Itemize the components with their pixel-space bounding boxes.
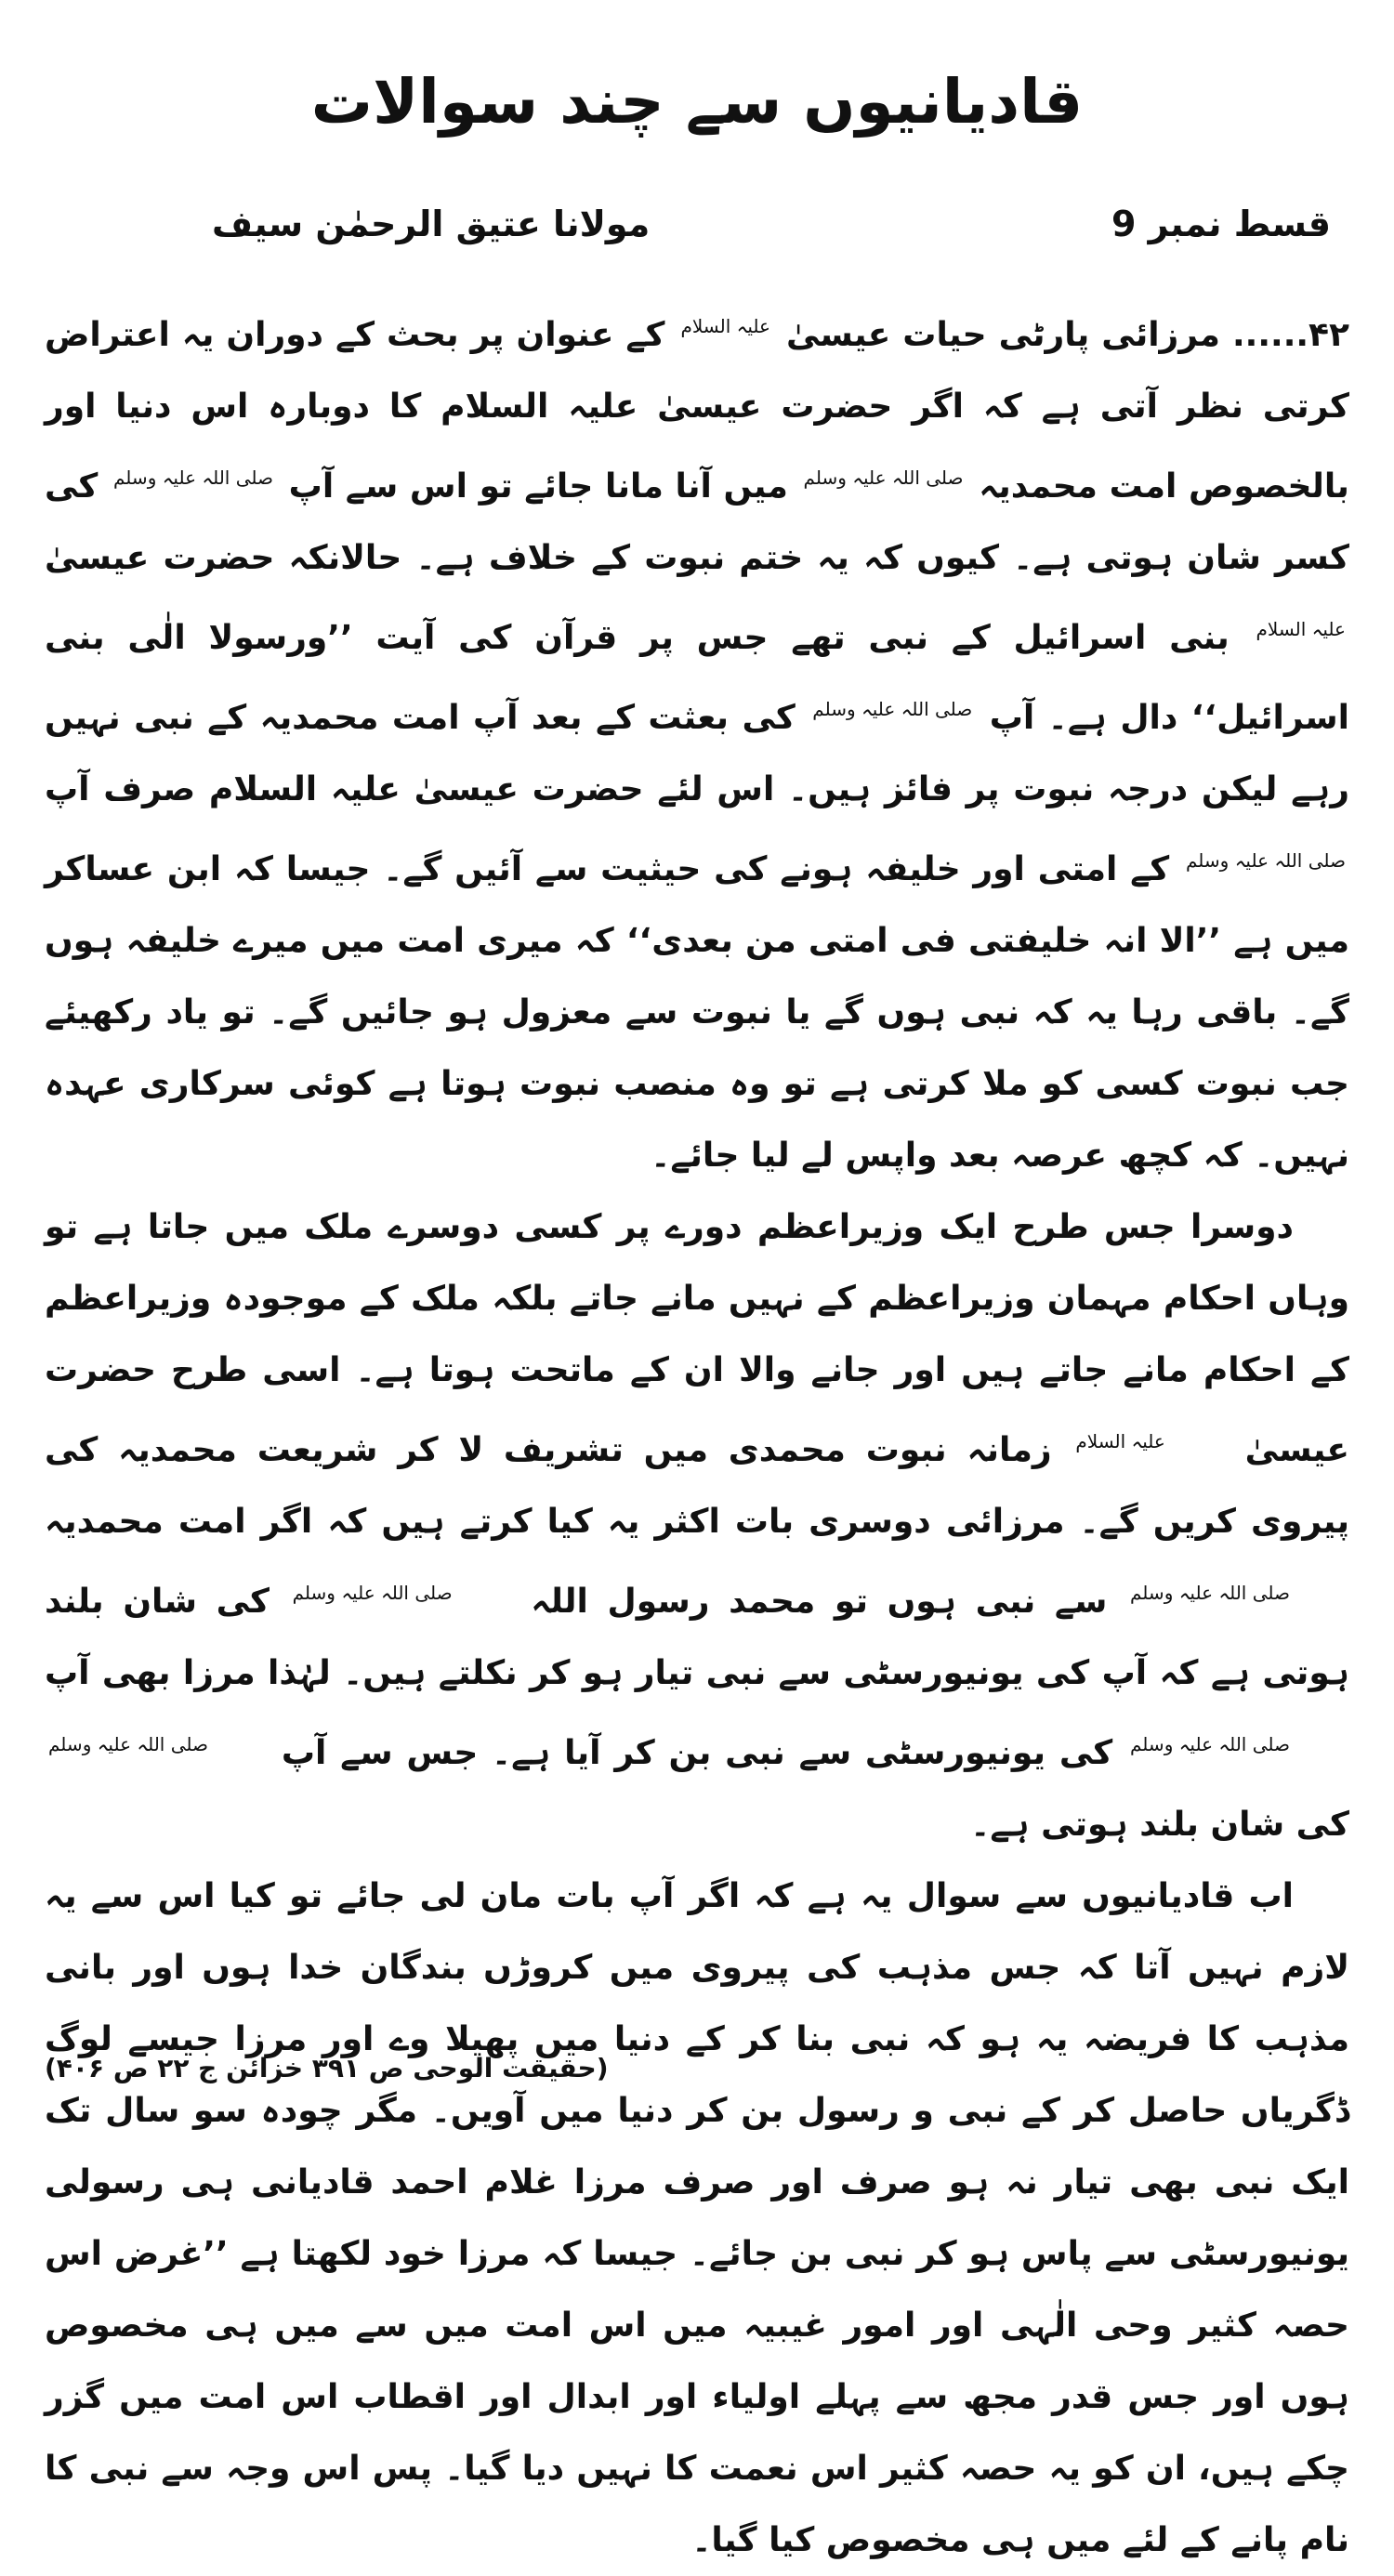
paragraph-42	[45, 291, 1349, 1191]
honorific-isa-mark: علیہ السلام	[1075, 1429, 1165, 1452]
honorific-nabi-mark: صلی اللہ علیہ وسلم	[1130, 1732, 1290, 1755]
honorific-isa-mark: علیہ السلام	[1256, 617, 1346, 640]
paragraph-second-point	[45, 1191, 1349, 1860]
paragraph-text: کی شان بلند ہوتی ہے کہ آپ کی یونیورسٹی سے نبی تیار ہو کر نکلتے ہیں۔ لہٰذا مرزا بھی آپ	[45, 1582, 1349, 1692]
paragraph-text: زمانہ نبوت محمدی میں تشریف لا کر شریعت محمدیہ کی پیروی کریں گے۔ مرزائی دوسری بات اکثر یہ کیا کرتے ہیں کہ اگر امت محمدیہ	[45, 1430, 1349, 1541]
author-name: مولانا عتیق الرحمٰن سیف	[212, 204, 651, 245]
paragraph-number: ۴۲......	[1231, 315, 1349, 354]
paragraph-text: کی بعثت کے بعد آپ امت محمدیہ کے نبی نہیں رہے لیکن درجہ نبوت پر فائز ہیں۔ اس لئے حضرت عیسیٰ علیہ السلام صرف آپ	[45, 698, 1349, 808]
paragraph-text: کی یونیورسٹی سے نبی بن کر آیا ہے۔ جس سے آپ	[281, 1733, 1113, 1772]
honorific-nabi-mark: صلی اللہ علیہ وسلم	[803, 466, 964, 489]
reference-citation: (حقیقت الوحی ص ۳۹۱ خزائن ج ۲۲ ص ۴۰۶)	[45, 2053, 609, 2083]
honorific-nabi-mark: صلی اللہ علیہ وسلم	[113, 466, 273, 489]
article-body	[45, 291, 1349, 2576]
paragraph-text: سے نبی ہوں تو محمد رسول اللہ	[531, 1582, 1108, 1621]
paragraph-text: اب قادیانیوں سے سوال یہ ہے کہ اگر آپ بات مان لی جائے تو کیا اس سے یہ لازم نہیں آتا کہ جس مذہب کی پیروی میں کروڑں بندگان خدا ہوں اور بانی مذہب کا فریضہ یہ ہو کہ نبی بنا کر کے دنیا میں پھیلا وے اور مرزا جیسے لوگ ڈگریاں حاصل کر کے نبی و رسول بن کر دنیا میں آویں۔ مگر چودہ سو سال تک ایک نبی بھی تیار نہ ہو صرف اور صرف مرزا غلام احمد قادیانی ہی رسولی یونیورسٹی سے پاس ہو کر نبی بن جائے۔ جیسا کہ مرزا خود لکھتا ہے ’’غرض اس حصہ کثیر وحی الٰہی اور امور غیبیہ میں اس امت میں سے میں ہی مخصوص ہوں اور جس قدر مجھ سے پہلے اولیاء اور ابدال اور اقطاب اس امت میں گزر چکے ہیں، ان کو یہ حصہ کثیر اس نعمت کا نہیں دیا گیا۔ پس اس وجہ سے نبی کا نام پانے کے لئے میں ہی مخصوص کیا گیا۔	[45, 1876, 1349, 2559]
paragraph-text: میں آنا مانا جائے تو اس سے آپ	[288, 467, 788, 506]
honorific-nabi-mark: صلی اللہ علیہ وسلم	[1130, 1581, 1290, 1604]
honorific-nabi-mark: صلی اللہ علیہ وسلم	[48, 1732, 208, 1755]
honorific-nabi-mark: صلی اللہ علیہ وسلم	[812, 697, 973, 720]
paragraph-text: کی شان بلند ہوتی ہے۔	[970, 1805, 1349, 1844]
paragraph-text: مرزائی پارٹی حیات عیسیٰ	[785, 315, 1220, 354]
paragraph-question	[45, 1860, 1349, 2576]
paragraph-text: کے امتی اور خلیفہ ہونے کی حیثیت سے آئیں گے۔ جیسا کہ ابن عساکر میں ہے ’’الا انہ خلیفتی فی امتی من بعدی‘‘ کہ میری امت میں میرے خلیفہ ہوں گے۔ باقی رہا یہ کہ نبی ہوں گے یا نبوت سے معزول ہو جائیں گے۔ تو یاد رکھیئے جب نبوت کسی کو ملا کرتی ہے تو وہ منصب نبوت ہوتا ہے کوئی سرکاری عہدہ نہیں۔ کہ کچھ عرصہ بعد واپس لے لیا جائے۔	[45, 849, 1349, 1175]
installment-number: قسط نمبر 9	[1111, 204, 1331, 245]
paragraph-text: دوسرا جس طرح ایک وزیراعظم دورے پر کسی دوسرے ملک میں جاتا ہے تو وہاں احکام مہمان وزیراعظم کے نہیں مانے جاتے بلکہ ملک کے موجودہ وزیراعظم کے احکام مانے جاتے ہیں اور جانے والا ان کے ماتحت ہوتا ہے۔ اسی طرح حضرت عیسیٰ	[45, 1207, 1349, 1469]
document-title: قادیانیوں سے چند سوالات	[310, 66, 1084, 138]
honorific-nabi-mark: صلی اللہ علیہ وسلم	[292, 1581, 453, 1604]
honorific-nabi-mark: صلی اللہ علیہ وسلم	[1185, 848, 1346, 872]
meta-row	[45, 204, 1349, 246]
paragraph-text: کے عنوان پر بحث کے دوران یہ اعتراض کرتی نظر آتی ہے کہ اگر حضرت عیسیٰ علیہ السلام کا دوبارہ اس دنیا اور بالخصوص امت محمدیہ	[45, 315, 1349, 506]
paragraph-text: کی کسر شان ہوتی ہے۔ کیوں کہ یہ ختم نبوت کے خلاف ہے۔ حالانکہ حضرت عیسیٰ	[45, 467, 1349, 577]
honorific-isa-mark: علیہ السلام	[680, 314, 770, 337]
paragraph-text: بنی اسرائیل کے نبی تھے جس پر قرآن کی آیت ’’ورسولا الٰی بنی اسرائیل‘‘ دال ہے۔ آپ	[45, 618, 1349, 737]
